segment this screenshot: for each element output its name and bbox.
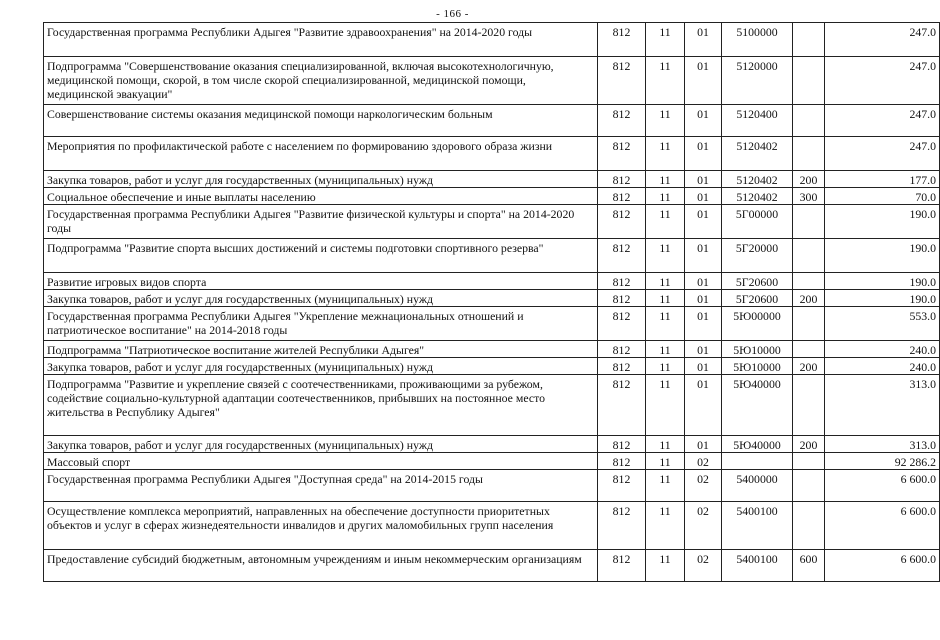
row-section-code: 11 <box>646 375 685 436</box>
row-ved-code: 812 <box>598 205 646 239</box>
row-section-code: 11 <box>646 239 685 273</box>
row-ved-code: 812 <box>598 470 646 502</box>
row-ved-code: 812 <box>598 23 646 57</box>
row-section-code: 11 <box>646 341 685 358</box>
row-target-article-code <box>722 453 793 470</box>
row-target-article-code: 5Ю10000 <box>722 341 793 358</box>
row-amount: 177.0 <box>825 171 940 188</box>
row-target-article-code: 5120402 <box>722 188 793 205</box>
table-row <box>44 453 940 470</box>
table-row <box>44 105 940 137</box>
row-ved-code: 812 <box>598 290 646 307</box>
row-name: Социальное обеспечение и иные выплаты населению <box>44 188 598 205</box>
table-row <box>44 137 940 171</box>
row-section-code: 11 <box>646 502 685 550</box>
row-target-article-code: 5Г20600 <box>722 290 793 307</box>
row-name: Государственная программа Республики Адыгея "Развитие физической культуры и спорта" на 2014-2020 годы <box>44 205 598 239</box>
row-subsection-code: 01 <box>685 57 722 105</box>
row-ved-code: 812 <box>598 375 646 436</box>
row-amount: 313.0 <box>825 436 940 453</box>
row-subsection-code: 02 <box>685 470 722 502</box>
row-ved-code: 812 <box>598 188 646 205</box>
row-name: Закупка товаров, работ и услуг для государственных (муниципальных) нужд <box>44 290 598 307</box>
row-amount: 240.0 <box>825 358 940 375</box>
row-section-code: 11 <box>646 57 685 105</box>
table-row <box>44 550 940 582</box>
row-target-article-code: 5100000 <box>722 23 793 57</box>
row-expense-type-code: 200 <box>793 436 825 453</box>
row-ved-code: 812 <box>598 341 646 358</box>
row-ved-code: 812 <box>598 436 646 453</box>
row-amount: 190.0 <box>825 205 940 239</box>
row-expense-type-code <box>793 502 825 550</box>
row-target-article-code: 5Ю40000 <box>722 375 793 436</box>
row-subsection-code: 02 <box>685 502 722 550</box>
row-amount: 247.0 <box>825 23 940 57</box>
budget-table <box>43 22 940 582</box>
row-expense-type-code <box>793 105 825 137</box>
row-target-article-code: 5120000 <box>722 57 793 105</box>
row-subsection-code: 01 <box>685 290 722 307</box>
row-target-article-code: 5400100 <box>722 502 793 550</box>
row-target-article-code: 5Ю10000 <box>722 358 793 375</box>
row-expense-type-code <box>793 137 825 171</box>
row-subsection-code: 01 <box>685 375 722 436</box>
row-expense-type-code <box>793 375 825 436</box>
row-name: Закупка товаров, работ и услуг для государственных (муниципальных) нужд <box>44 436 598 453</box>
row-expense-type-code <box>793 307 825 341</box>
row-section-code: 11 <box>646 470 685 502</box>
row-name: Государственная программа Республики Адыгея "Развитие здравоохранения" на 2014-2020 годы <box>44 23 598 57</box>
row-expense-type-code <box>793 453 825 470</box>
row-amount: 6 600.0 <box>825 502 940 550</box>
row-section-code: 11 <box>646 290 685 307</box>
row-ved-code: 812 <box>598 105 646 137</box>
row-target-article-code: 5Ю00000 <box>722 307 793 341</box>
row-target-article-code: 5Г20600 <box>722 273 793 290</box>
row-name: Развитие игровых видов спорта <box>44 273 598 290</box>
row-ved-code: 812 <box>598 453 646 470</box>
row-target-article-code: 5400100 <box>722 550 793 582</box>
row-name: Подпрограмма "Развитие спорта высших достижений и системы подготовки спортивного резерва" <box>44 239 598 273</box>
row-amount: 247.0 <box>825 137 940 171</box>
row-ved-code: 812 <box>598 171 646 188</box>
row-expense-type-code <box>793 57 825 105</box>
row-amount: 70.0 <box>825 188 940 205</box>
table-row <box>44 273 940 290</box>
row-ved-code: 812 <box>598 358 646 375</box>
row-name: Подпрограмма "Развитие и укрепление связей с соотечественниками, проживающими за рубежом, содействие социально-культурной адаптации соотечественников, прибывших на постоянное место жительства в Республику Адыгея" <box>44 375 598 436</box>
row-subsection-code: 01 <box>685 358 722 375</box>
row-amount: 92 286.2 <box>825 453 940 470</box>
row-subsection-code: 01 <box>685 307 722 341</box>
table-row <box>44 23 940 57</box>
row-expense-type-code: 200 <box>793 171 825 188</box>
row-subsection-code: 01 <box>685 188 722 205</box>
row-subsection-code: 01 <box>685 137 722 171</box>
row-ved-code: 812 <box>598 307 646 341</box>
row-amount: 6 600.0 <box>825 470 940 502</box>
table-row <box>44 358 940 375</box>
row-target-article-code: 5Ю40000 <box>722 436 793 453</box>
row-expense-type-code: 600 <box>793 550 825 582</box>
row-amount: 6 600.0 <box>825 550 940 582</box>
row-amount: 313.0 <box>825 375 940 436</box>
row-name: Закупка товаров, работ и услуг для государственных (муниципальных) нужд <box>44 358 598 375</box>
page-number: - 166 - <box>436 8 469 20</box>
table-row <box>44 205 940 239</box>
row-subsection-code: 02 <box>685 453 722 470</box>
table-row <box>44 307 940 341</box>
row-ved-code: 812 <box>598 239 646 273</box>
row-subsection-code: 01 <box>685 23 722 57</box>
row-amount: 190.0 <box>825 273 940 290</box>
table-row <box>44 239 940 273</box>
row-ved-code: 812 <box>598 550 646 582</box>
row-section-code: 11 <box>646 436 685 453</box>
row-expense-type-code: 200 <box>793 290 825 307</box>
row-ved-code: 812 <box>598 137 646 171</box>
row-expense-type-code: 300 <box>793 188 825 205</box>
row-section-code: 11 <box>646 171 685 188</box>
row-name: Государственная программа Республики Адыгея "Укрепление межнациональных отношений и патриотическое воспитание" на 2014-2018 годы <box>44 307 598 341</box>
row-subsection-code: 01 <box>685 273 722 290</box>
row-target-article-code: 5120400 <box>722 105 793 137</box>
row-name: Совершенствование системы оказания медицинской помощи наркологическим больным <box>44 105 598 137</box>
row-ved-code: 812 <box>598 502 646 550</box>
row-subsection-code: 01 <box>685 436 722 453</box>
row-target-article-code: 5120402 <box>722 171 793 188</box>
row-amount: 190.0 <box>825 239 940 273</box>
row-amount: 240.0 <box>825 341 940 358</box>
row-name: Массовый спорт <box>44 453 598 470</box>
table-row <box>44 470 940 502</box>
row-section-code: 11 <box>646 273 685 290</box>
row-target-article-code: 5400000 <box>722 470 793 502</box>
row-amount: 247.0 <box>825 57 940 105</box>
row-subsection-code: 01 <box>685 171 722 188</box>
row-name: Государственная программа Республики Адыгея "Доступная среда" на 2014-2015 годы <box>44 470 598 502</box>
row-expense-type-code <box>793 273 825 290</box>
row-section-code: 11 <box>646 23 685 57</box>
row-name: Осуществление комплекса мероприятий, направленных на обеспечение доступности приоритетных объектов и услуг в сферах жизнедеятельности инвалидов и других маломобильных групп населения <box>44 502 598 550</box>
row-name: Мероприятия по профилактической работе с населением по формированию здорового образа жизни <box>44 137 598 171</box>
row-section-code: 11 <box>646 307 685 341</box>
row-expense-type-code: 200 <box>793 358 825 375</box>
row-subsection-code: 01 <box>685 205 722 239</box>
row-section-code: 11 <box>646 550 685 582</box>
row-expense-type-code <box>793 239 825 273</box>
row-subsection-code: 01 <box>685 341 722 358</box>
table-row <box>44 290 940 307</box>
row-section-code: 11 <box>646 453 685 470</box>
row-name: Подпрограмма "Патриотическое воспитание жителей Республики Адыгея" <box>44 341 598 358</box>
row-section-code: 11 <box>646 105 685 137</box>
row-section-code: 11 <box>646 137 685 171</box>
table-row <box>44 341 940 358</box>
table-row <box>44 57 940 105</box>
row-target-article-code: 5Г20000 <box>722 239 793 273</box>
row-expense-type-code <box>793 470 825 502</box>
table-row <box>44 436 940 453</box>
row-amount: 553.0 <box>825 307 940 341</box>
row-ved-code: 812 <box>598 273 646 290</box>
row-name: Подпрограмма "Совершенствование оказания специализированной, включая высокотехнологичную, медицинской помощи, скорой, в том числе скорой специализированной, медицинской помощи, медицинской эвакуации" <box>44 57 598 105</box>
row-section-code: 11 <box>646 188 685 205</box>
row-expense-type-code <box>793 205 825 239</box>
row-section-code: 11 <box>646 358 685 375</box>
row-expense-type-code <box>793 23 825 57</box>
row-name: Предоставление субсидий бюджетным, автономным учреждениям и иным некоммерческим организациям <box>44 550 598 582</box>
row-subsection-code: 01 <box>685 239 722 273</box>
row-name: Закупка товаров, работ и услуг для государственных (муниципальных) нужд <box>44 171 598 188</box>
table-row <box>44 375 940 436</box>
row-amount: 247.0 <box>825 105 940 137</box>
row-expense-type-code <box>793 341 825 358</box>
row-target-article-code: 5120402 <box>722 137 793 171</box>
table-row <box>44 502 940 550</box>
row-amount: 190.0 <box>825 290 940 307</box>
row-subsection-code: 02 <box>685 550 722 582</box>
row-subsection-code: 01 <box>685 105 722 137</box>
row-section-code: 11 <box>646 205 685 239</box>
row-target-article-code: 5Г00000 <box>722 205 793 239</box>
row-ved-code: 812 <box>598 57 646 105</box>
table-row <box>44 188 940 205</box>
table-row <box>44 171 940 188</box>
